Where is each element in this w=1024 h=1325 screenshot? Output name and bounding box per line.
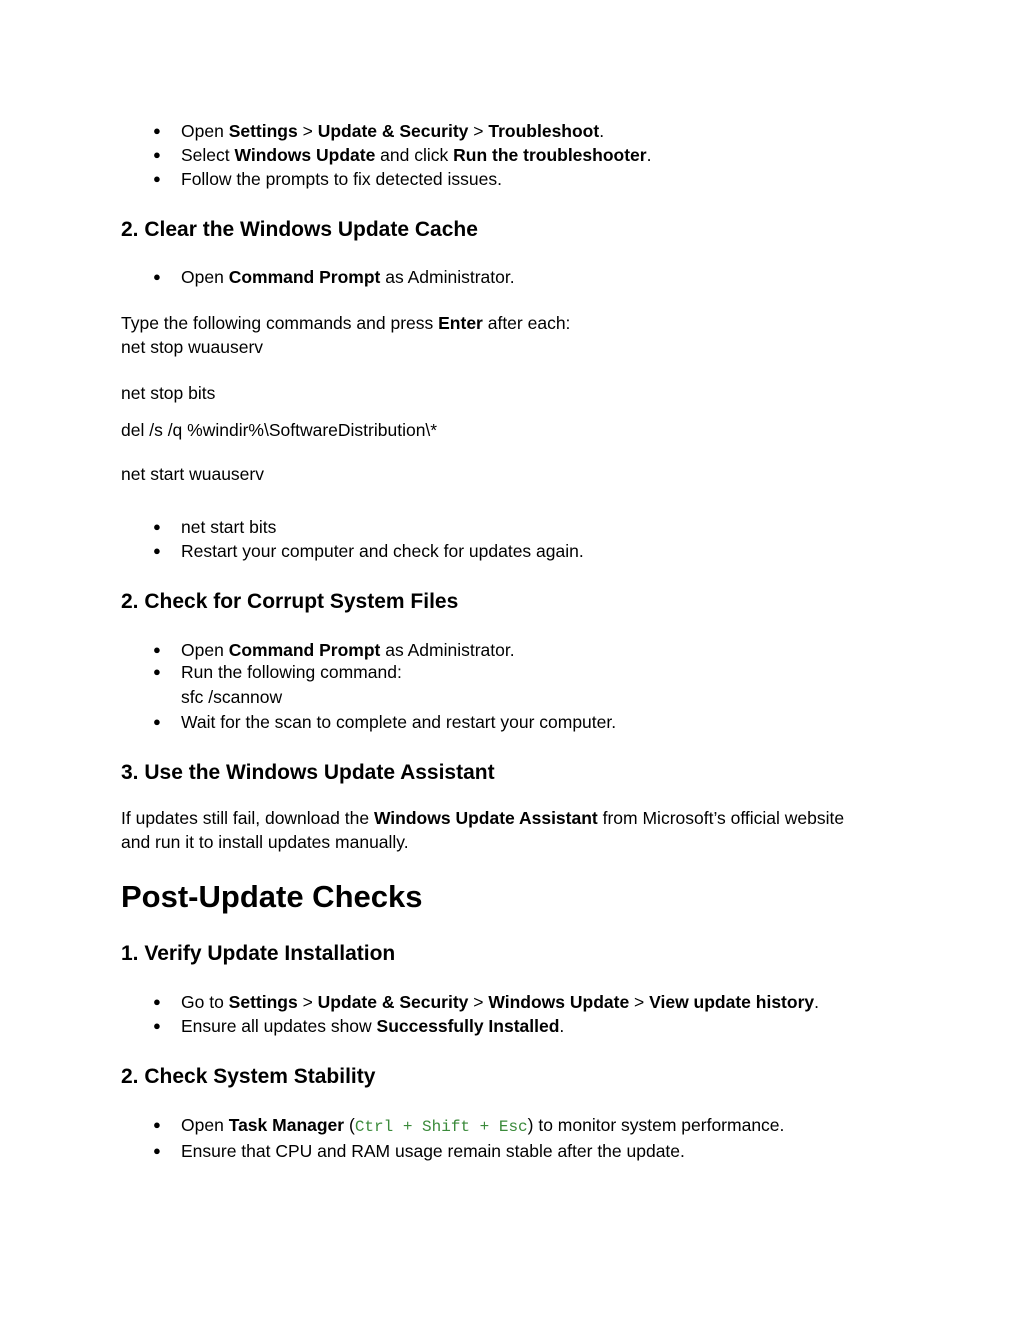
bullet-icon: ● xyxy=(153,123,161,138)
paragraph xyxy=(121,311,570,335)
text: Select xyxy=(181,145,235,165)
text: Follow the prompts to fix detected issues. xyxy=(181,169,502,189)
section-heading: 3. Use the Windows Update Assistant xyxy=(121,761,495,784)
section-heading: 2. Clear the Windows Update Cache xyxy=(121,218,478,241)
bold-text: Update & Security xyxy=(317,121,469,141)
text: as Administrator. xyxy=(380,267,515,287)
bold-text: Update & Security xyxy=(317,992,469,1012)
bullet-icon: ● xyxy=(153,147,161,162)
bold-text: Command Prompt xyxy=(228,640,381,660)
text: Ensure that CPU and RAM usage remain stable after the update. xyxy=(181,1141,685,1161)
bullet-icon: ● xyxy=(153,1018,161,1033)
bullet-icon: ● xyxy=(153,269,161,284)
text: > xyxy=(297,992,318,1012)
bold-text: View update history xyxy=(649,992,815,1012)
text: Ensure all updates show xyxy=(181,1016,377,1036)
text: . xyxy=(646,145,652,165)
command-line: del /s /q %windir%\SoftwareDistribution\* xyxy=(121,420,438,440)
text: and click xyxy=(375,145,454,165)
text: as Administrator. xyxy=(380,640,515,660)
bold-text: Settings xyxy=(228,992,298,1012)
text: net start bits xyxy=(181,517,277,537)
section-heading: 2. Check System Stability xyxy=(121,1065,376,1088)
text: Type the following commands and press xyxy=(121,313,439,333)
bullet-icon: ● xyxy=(153,543,161,558)
text: ) to monitor system performance. xyxy=(527,1115,785,1135)
text: Restart your computer and check for updates again. xyxy=(181,541,584,561)
paragraph xyxy=(121,806,844,830)
text: . xyxy=(599,121,605,141)
bold-text: Windows Update Assistant xyxy=(373,808,598,828)
bold-text: Windows Update xyxy=(234,145,376,165)
bullet-icon: ● xyxy=(153,1117,161,1132)
text: . xyxy=(559,1016,565,1036)
text: ( xyxy=(344,1115,355,1135)
bold-text: Windows Update xyxy=(488,992,630,1012)
text: > xyxy=(468,992,489,1012)
text: Go to xyxy=(181,992,229,1012)
page-title: Post-Update Checks xyxy=(121,879,423,914)
bullet-icon: ● xyxy=(153,994,161,1009)
bold-text: Command Prompt xyxy=(228,267,381,287)
bullet-icon: ● xyxy=(153,642,161,657)
command-line: net stop wuauserv xyxy=(121,337,264,357)
keyboard-shortcut-code: Ctrl + Shift + Esc xyxy=(354,1118,528,1136)
text: Open xyxy=(181,267,229,287)
bold-text: Troubleshoot xyxy=(488,121,600,141)
text: If updates still fail, download the xyxy=(121,808,374,828)
text: after each: xyxy=(482,313,571,333)
bold-text: Enter xyxy=(438,313,483,333)
bullet-icon: ● xyxy=(153,1143,161,1158)
bullet-icon: ● xyxy=(153,664,161,679)
bold-text: Settings xyxy=(228,121,298,141)
bullet-icon: ● xyxy=(153,714,161,729)
section-heading: 2. Check for Corrupt System Files xyxy=(121,590,459,613)
text: Open xyxy=(181,121,229,141)
text: Open xyxy=(181,640,229,660)
text: > xyxy=(468,121,489,141)
paragraph-line: and run it to install updates manually. xyxy=(121,832,409,852)
bold-text: Successfully Installed xyxy=(376,1016,560,1036)
section-heading: 1. Verify Update Installation xyxy=(121,942,396,965)
command-line: net stop bits xyxy=(121,383,216,403)
text: Wait for the scan to complete and restart your computer. xyxy=(181,712,617,732)
text: Open xyxy=(181,1115,229,1135)
command-line: net start wuauserv xyxy=(121,464,264,484)
bullet-icon: ● xyxy=(153,171,161,186)
text: . xyxy=(814,992,819,1012)
text: Run the following command: xyxy=(181,662,402,682)
command-text: sfc /scannow xyxy=(181,687,283,707)
bold-text: Task Manager xyxy=(228,1115,345,1135)
text: > xyxy=(297,121,318,141)
bullet-icon: ● xyxy=(153,519,161,534)
bold-text: Run the troubleshooter xyxy=(453,145,647,165)
text: from Microsoft’s official website xyxy=(597,808,845,828)
text: > xyxy=(629,992,650,1012)
